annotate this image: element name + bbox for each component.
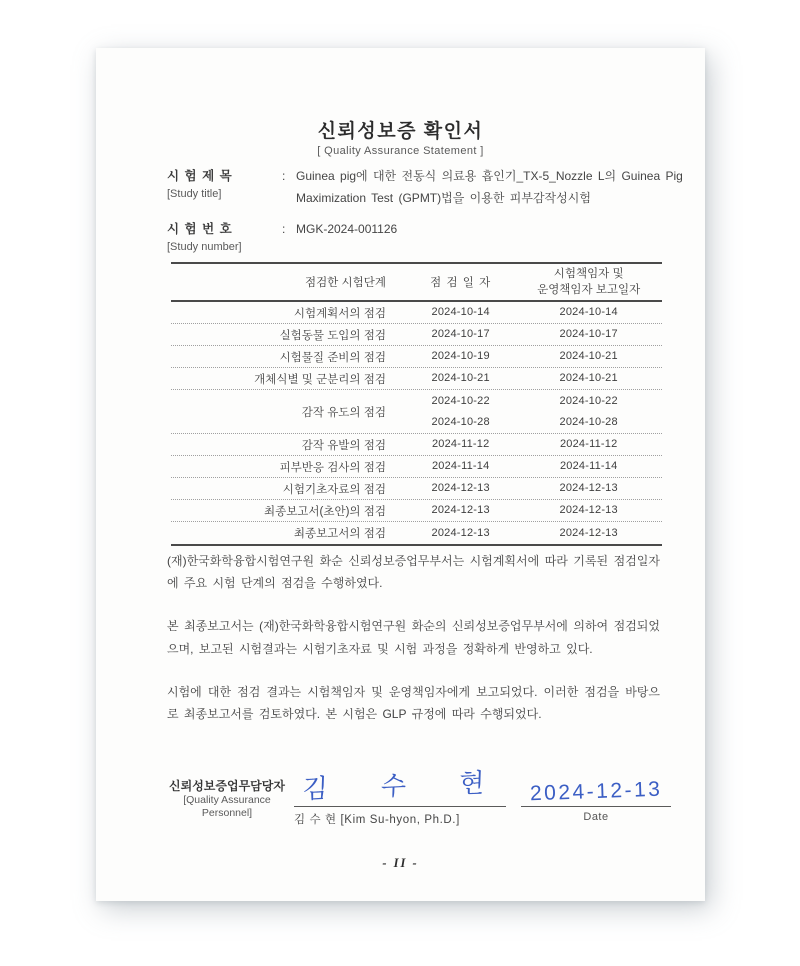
page-number: - II - bbox=[382, 856, 419, 870]
inspection-date-cell: 2024-12-13 bbox=[431, 526, 490, 539]
handwritten-signature-area bbox=[294, 748, 506, 804]
qa-personnel-label-ko: 신뢰성보증업무담당자 bbox=[169, 779, 285, 793]
table-row bbox=[171, 456, 662, 478]
table-row bbox=[171, 434, 662, 456]
stage-cell: 시험기초자료의 점검 bbox=[282, 483, 386, 496]
report-date-cell: 2024-12-13 bbox=[559, 504, 618, 516]
statement-paragraph-3: 시험에 대한 점검 결과는 시험책임자 및 운영책임자에게 보고되었다. 이러한 점검을 바탕으로 최종보고서를 검토하였다. 본 시험은 GLP 규정에 따라 수행되었다. bbox=[167, 684, 660, 722]
inspection-date-cell: 2024-10-22 2024-10-28 bbox=[431, 394, 490, 428]
study-title-value bbox=[296, 165, 683, 209]
statement-paragraph-1: (재)한국화학융합시험연구원 화순 신뢰성보증업무부서는 시험계획서에 따라 기록된 점검일자에 주요 시험 단계의 점검을 수행하였다. bbox=[167, 554, 660, 591]
handwritten-signature: 김 수 현 bbox=[302, 767, 499, 804]
handwritten-date-area bbox=[521, 748, 671, 806]
inspection-date-cell: 2024-10-14 bbox=[431, 306, 490, 318]
date-label: Date bbox=[583, 811, 609, 823]
signature-line bbox=[294, 806, 506, 807]
stage-cell: 피부반응 검사의 점검 bbox=[279, 461, 386, 474]
report-date-cell: 2024-10-21 bbox=[559, 350, 618, 362]
document-title: 신뢰성보증 확인서 bbox=[317, 121, 484, 142]
stage-cell: 감작 유도의 점검 bbox=[301, 406, 386, 419]
table-row bbox=[171, 500, 662, 522]
study-title-value-line2: Maximization Test (GPMT)법을 이용한 피부감작성시험 bbox=[296, 191, 591, 205]
inspection-date-cell: 2024-10-21 bbox=[431, 372, 490, 384]
table-row bbox=[171, 368, 662, 390]
table-row bbox=[171, 324, 662, 346]
header-inspection-date: 점 검 일 자 bbox=[430, 277, 492, 289]
inspection-date-cell: 2024-11-14 bbox=[431, 460, 490, 472]
report-date-cell: 2024-10-17 bbox=[559, 328, 618, 340]
stage-cell: 실험동물 도입의 점검 bbox=[279, 329, 386, 342]
inspection-date-cell: 2024-12-13 bbox=[431, 482, 490, 494]
study-number-value: MGK-2024-001126 bbox=[296, 222, 398, 236]
statement-paragraphs bbox=[167, 550, 660, 725]
statement-paragraph-2: 본 최종보고서는 (재)한국화학융합시험연구원 화순의 신뢰성보증업무부서에 의하여 점검되었으며, 보고된 시험결과는 시험기초자료 및 시험 과정을 정확하게 반영하고 있다. bbox=[167, 619, 660, 656]
stage-cell: 감작 유발의 점검 bbox=[301, 439, 386, 452]
date-line bbox=[521, 806, 671, 807]
stage-cell: 개체식별 및 군분리의 점검 bbox=[254, 373, 386, 386]
inspection-date-cell: 2024-10-17 bbox=[431, 328, 490, 340]
signature-name-block bbox=[294, 748, 506, 827]
study-title-label-en: [Study title] bbox=[167, 188, 222, 200]
header-report-date bbox=[529, 266, 662, 298]
report-date-cell: 2024-10-14 bbox=[559, 306, 618, 318]
study-title-value-line1: Guinea pig에 대한 전동식 의료용 흡인기_TX-5_Nozzle L의 Guinea Pig bbox=[296, 169, 683, 183]
document-page bbox=[96, 48, 705, 901]
inspection-table-header bbox=[171, 262, 662, 302]
colon: : bbox=[282, 222, 286, 236]
stage-cell: 최종보고서의 점검 bbox=[293, 528, 386, 540]
study-title-label: 시 험 제 목 bbox=[167, 169, 233, 183]
table-row bbox=[171, 346, 662, 368]
header-report-date-line2: 운영책임자 보고일자 bbox=[537, 284, 641, 296]
study-number-labels bbox=[167, 218, 282, 254]
report-date-cell: 2024-12-13 bbox=[559, 482, 618, 494]
inspection-date-cell: 2024-12-13 bbox=[431, 504, 490, 516]
table-row bbox=[171, 390, 662, 434]
report-date-cell: 2024-11-12 bbox=[559, 438, 618, 450]
signature-date-block bbox=[521, 748, 671, 827]
stage-cell: 최종보고서(초안)의 점검 bbox=[263, 505, 386, 518]
document-subtitle: [ Quality Assurance Statement ] bbox=[317, 145, 484, 157]
inspection-table bbox=[171, 262, 662, 546]
study-title-labels bbox=[167, 165, 282, 209]
inspection-table-body bbox=[171, 302, 662, 546]
study-number-label-en: [Study number] bbox=[167, 241, 242, 253]
colon: : bbox=[282, 169, 286, 183]
handwritten-date: 2024-12-13 bbox=[529, 777, 663, 806]
table-row bbox=[171, 522, 662, 544]
signature-section bbox=[166, 748, 666, 827]
stage-cell: 시험물질 준비의 점검 bbox=[279, 351, 386, 364]
study-title-field bbox=[167, 165, 683, 209]
printed-name: 김 수 현 [Kim Su-hyon, Ph.D.] bbox=[294, 814, 460, 826]
stage-cell: 시험계획서의 점검 bbox=[293, 307, 386, 320]
header-stage: 점검한 시험단계 bbox=[304, 277, 386, 289]
inspection-date-cell: 2024-11-12 bbox=[431, 438, 490, 450]
report-date-cell: 2024-10-21 bbox=[559, 372, 618, 384]
study-number-label: 시 험 번 호 bbox=[167, 222, 233, 236]
inspection-date-cell: 2024-10-19 bbox=[431, 350, 490, 362]
qa-personnel-label-en-line2: Personnel] bbox=[201, 807, 253, 819]
report-date-cell: 2024-12-13 bbox=[559, 526, 618, 539]
report-date-cell: 2024-11-14 bbox=[559, 460, 618, 472]
table-row bbox=[171, 478, 662, 500]
table-row bbox=[171, 302, 662, 324]
header-report-date-line1: 시험책임자 및 bbox=[553, 268, 624, 280]
signature-role-label bbox=[166, 748, 288, 827]
study-number-field bbox=[167, 218, 665, 254]
report-date-cell: 2024-10-22 2024-10-28 bbox=[559, 394, 618, 428]
qa-personnel-label-en-line1: [Quality Assurance bbox=[183, 794, 271, 806]
